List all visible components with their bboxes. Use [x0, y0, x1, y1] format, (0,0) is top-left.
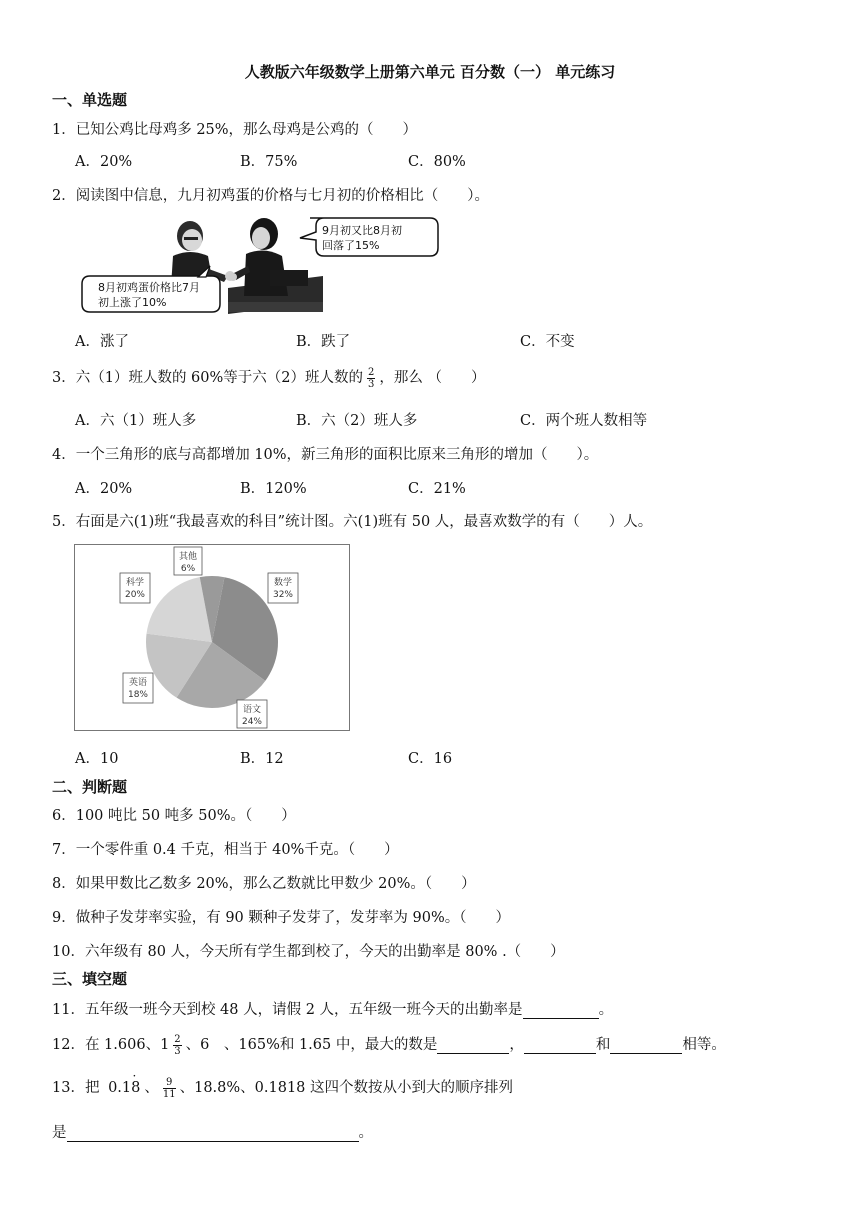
q3-frac-den: 3 [368, 378, 375, 390]
woman-figure [229, 218, 308, 296]
q5-option-b[interactable]: B．12 [240, 751, 284, 767]
question-10: 10．六年级有 80 人，今天所有学生都到校了，今天的出勤率是 80% .（ ） [52, 944, 565, 960]
pie-value-label-3: 18% [127, 690, 149, 700]
question-13 [52, 1069, 514, 1100]
right-speech-bubble [300, 218, 438, 256]
q12-frac-den: 3 [174, 1045, 181, 1057]
q3-frac-num: 2 [368, 366, 375, 378]
section-heading-single-choice: 一、单选题 [52, 91, 128, 109]
q12-answer-blank-3[interactable] [610, 1037, 682, 1054]
question-7: 7．一个零件重 0.4 千克，相当于 40%千克。（ ） [52, 842, 399, 858]
question-4: 4．一个三角形的底与高都增加 10%，新三角形的面积比原来三角形的增加（ ）。 [52, 447, 599, 463]
pie-label-3: 英语 [128, 678, 148, 688]
q1-option-a[interactable]: A．20% [75, 154, 133, 170]
bubble-left-line1: 8月初鸡蛋价格比7月 [98, 281, 200, 294]
q2-option-c[interactable]: C．不变 [520, 334, 575, 350]
q13-part1: 13．把 [52, 1080, 100, 1096]
q12-answer-blank-1[interactable] [437, 1037, 509, 1054]
q3-option-a[interactable]: A．六（1）班人多 [75, 413, 197, 429]
bubble-right-line1: 9月初又比8月初 [322, 224, 402, 237]
q4-option-b[interactable]: B．120% [240, 481, 307, 497]
pie-value-label-1: 32% [272, 590, 294, 600]
pie-label-2: 语文 [242, 705, 262, 715]
pie-value-label-2: 24% [241, 717, 263, 727]
q11-answer-blank[interactable] [523, 1002, 599, 1019]
page-title: 人教版六年级数学上册第六单元 百分数（一） 单元练习 [244, 63, 616, 81]
section-heading-true-false: 二、判断题 [52, 778, 128, 796]
q13-part2: 、18.8%、0.1818 这四个数按从小到大的顺序排列 [179, 1080, 514, 1096]
q3-text-before: 3．六（1）班人数的 60%等于六（2）班人数的 [52, 370, 364, 386]
q12-frac-num: 2 [174, 1033, 181, 1045]
q13-answer-blank[interactable] [67, 1125, 359, 1142]
question-1: 1．已知公鸡比母鸡多 25%，那么母鸡是公鸡的（ ） [52, 122, 418, 138]
q12-part1: 12．在 1.606、1 [52, 1037, 170, 1053]
q5-option-a[interactable]: A．10 [75, 751, 119, 767]
q2-option-b[interactable]: B．跌了 [296, 334, 351, 350]
q13-sep: 、 [144, 1080, 159, 1096]
pie-label-4: 科学 [125, 578, 145, 588]
question-13-line-2 [52, 1121, 373, 1142]
question-9: 9．做种子发芽率实验，有 90 颗种子发芽了，发芽率为 90%。（ ） [52, 910, 510, 926]
question-2: 2．阅读图中信息，九月初鸡蛋的价格与七月初的价格相比（ ）。 [52, 188, 489, 204]
q12-part2: 、6 、165%和 1.65 中，最大的数是 [185, 1037, 438, 1053]
question-11 [52, 998, 613, 1019]
pie-label-5: 其他 [178, 552, 198, 562]
q12-answer-blank-2[interactable] [524, 1037, 596, 1054]
q13-fraction [163, 1077, 176, 1100]
q1-option-b[interactable]: B．75% [240, 154, 298, 170]
q4-option-a[interactable]: A．20% [75, 481, 133, 497]
q12-end: 相等。 [682, 1037, 726, 1053]
pie-value-label-5: 6% [180, 564, 196, 574]
pie-value-label-4: 20% [124, 590, 146, 600]
q3-fraction [367, 367, 375, 390]
question-5: 5．右面是六(1)班“我最喜欢的科目”统计图。六(1)班有 50 人，最喜欢数学的有（ ）人。 [52, 514, 653, 530]
q1-option-c[interactable]: C．80% [408, 154, 466, 170]
q13-frac-den: 11 [162, 1088, 176, 1100]
q3-text-after: ，那么 （ ） [379, 370, 486, 386]
q13-frac-num: 9 [163, 1077, 176, 1089]
bubble-right-line2: 回落了15% [322, 239, 380, 252]
question-3 [52, 366, 486, 390]
egg-price-illustration [78, 210, 440, 318]
q12-he: 和 [595, 1037, 611, 1053]
q13-end: 。 [358, 1125, 373, 1141]
q11-end: 。 [598, 1002, 614, 1018]
q13-line2: 是 [52, 1125, 67, 1141]
q13-recurring-dot: · [132, 1069, 137, 1083]
pie-label-1: 数学 [273, 578, 293, 588]
section-heading-fill-in: 三、填空题 [52, 970, 128, 988]
q11-text: 11．五年级一班今天到校 48 人，请假 2 人，五年级一班今天的出勤率是 [52, 1002, 523, 1018]
q12-comma: ， [509, 1037, 524, 1053]
q2-option-a[interactable]: A．涨了 [75, 334, 129, 350]
question-8: 8．如果甲数比乙数多 20%，那么乙数就比甲数少 20%。（ ） [52, 876, 476, 892]
q13-recurring-decimal [108, 1069, 141, 1096]
q4-option-c[interactable]: C．21% [408, 481, 466, 497]
subject-pie-chart [74, 544, 350, 731]
q5-option-c[interactable]: C．16 [408, 751, 453, 767]
q3-option-c[interactable]: C．两个班人数相等 [520, 413, 648, 429]
q13-recurring-value: 0.18 [108, 1080, 141, 1096]
question-6: 6．100 吨比 50 吨多 50%。（ ） [52, 808, 296, 824]
bubble-left-line2: 初上涨了10% [98, 296, 167, 309]
q12-fraction [173, 1034, 181, 1057]
question-12 [52, 1033, 726, 1057]
q3-option-b[interactable]: B．六（2）班人多 [296, 413, 418, 429]
